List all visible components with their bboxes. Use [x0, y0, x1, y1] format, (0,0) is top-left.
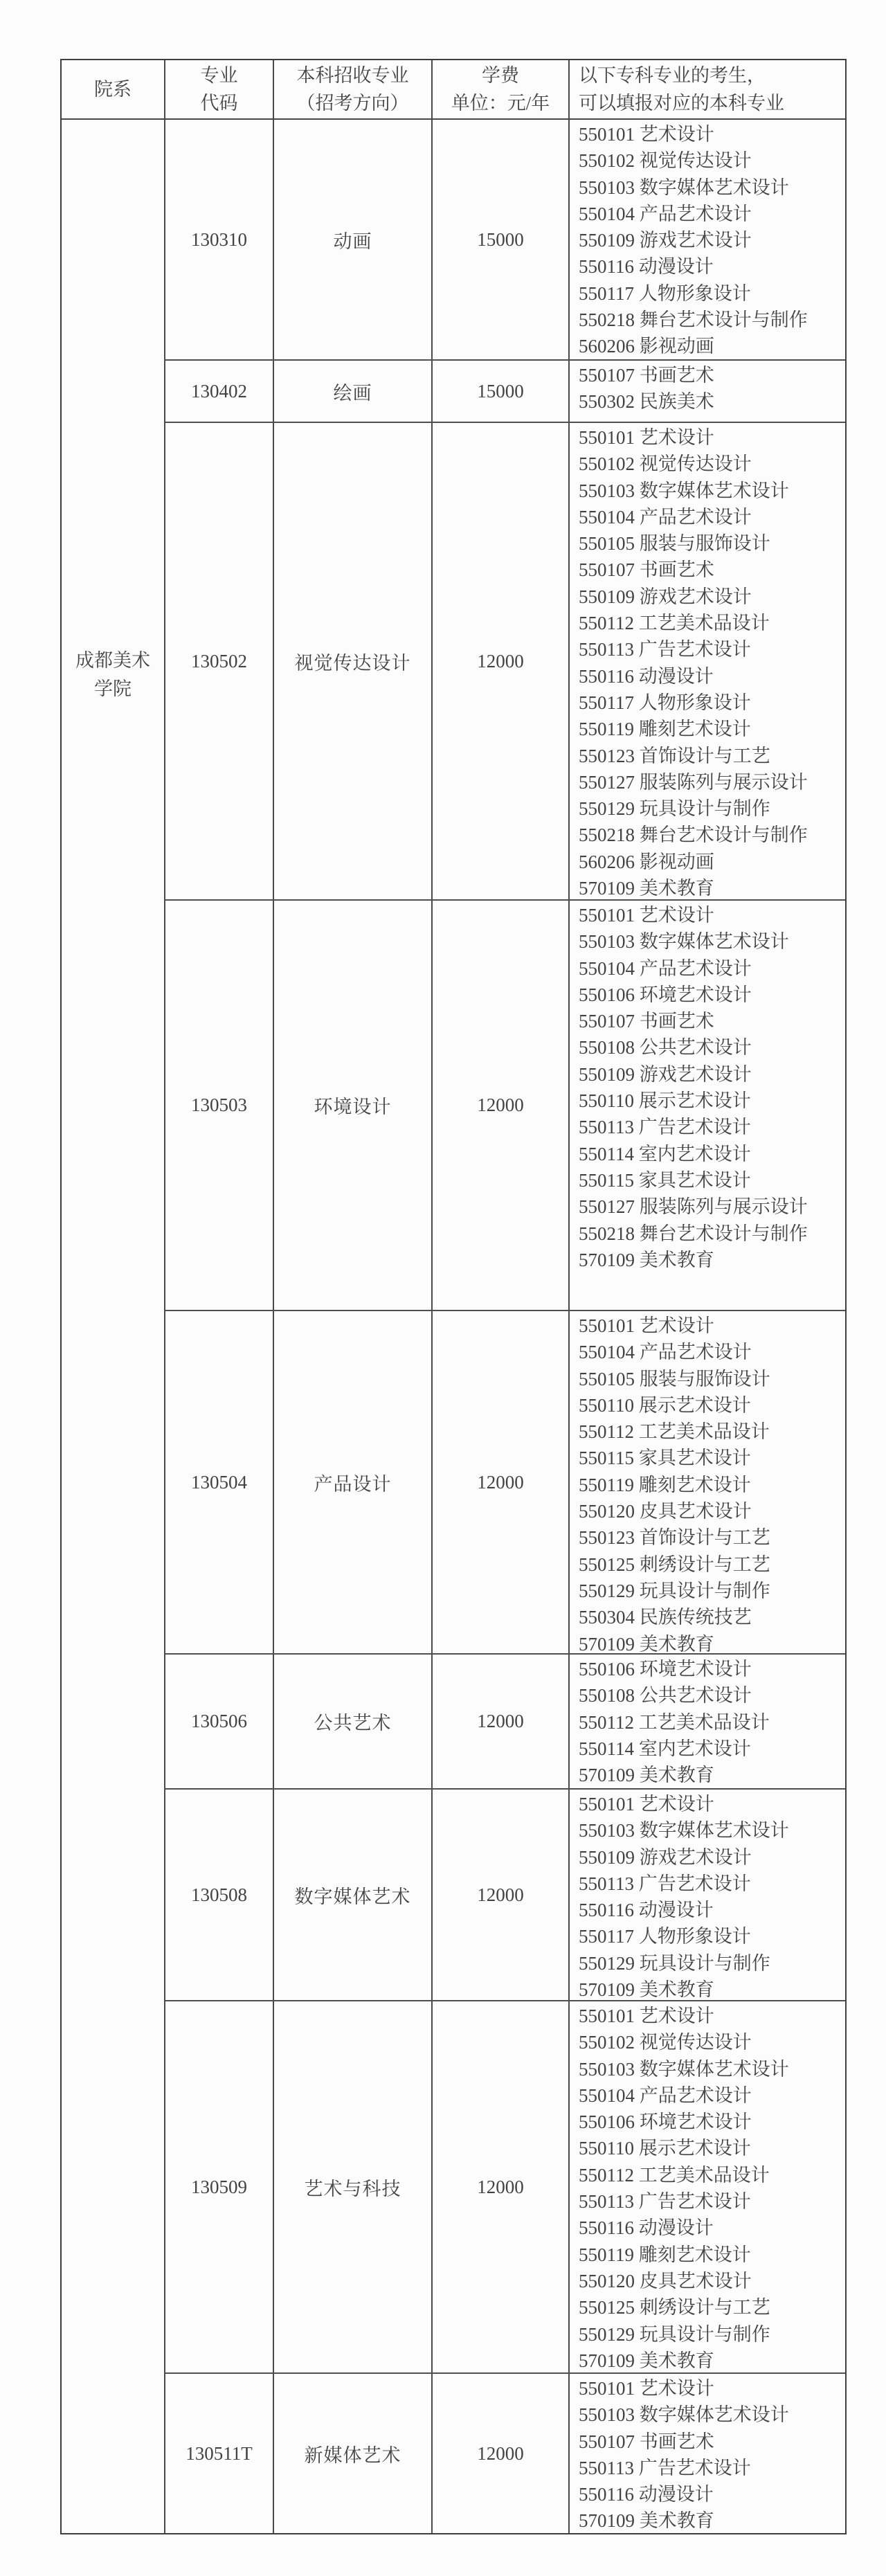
vocational-major-item: 550119 雕刻艺术设计	[579, 719, 751, 740]
table-row	[165, 120, 845, 361]
major-name: 绘画	[274, 361, 433, 422]
vocational-major-item: 550117 人物形象设计	[579, 1926, 751, 1947]
vocational-major-item: 550107 书画艺术	[579, 559, 714, 581]
department-name-line2: 学院	[94, 678, 132, 699]
vocational-major-item: 550119 雕刻艺术设计	[579, 1474, 751, 1495]
vocational-major-item: 550218 舞台艺术设计与制作	[579, 1223, 808, 1244]
vocational-major-item: 550101 艺术设计	[579, 1315, 714, 1336]
vocational-major-item: 550104 产品艺术设计	[579, 203, 752, 224]
vocational-major-item: 550113 广告艺术设计	[579, 1873, 751, 1894]
vocational-major-item: 550113 广告艺术设计	[579, 2191, 751, 2213]
vocational-majors-list	[570, 1790, 845, 2000]
major-code: 130509	[165, 2001, 274, 2372]
table-row	[165, 2374, 845, 2533]
vocational-major-item: 550104 产品艺术设计	[579, 1342, 752, 1363]
table-row	[165, 361, 845, 423]
vocational-major-item: 550123 首饰设计与工艺	[579, 1527, 770, 1549]
major-code: 130511T	[165, 2374, 274, 2533]
vocational-major-item: 550101 艺术设计	[579, 905, 714, 926]
vocational-major-item: 550103 数字媒体艺术设计	[579, 2058, 789, 2080]
vocational-major-item: 550101 艺术设计	[579, 124, 714, 145]
vocational-major-item: 550103 数字媒体艺术设计	[579, 177, 789, 198]
header-undergrad-major	[274, 60, 433, 118]
vocational-major-item: 550120 皮具艺术设计	[579, 2270, 752, 2291]
table-body	[62, 120, 845, 2533]
vocational-major-item: 550101 艺术设计	[579, 1794, 714, 1814]
header-major-code-line2: 代码	[200, 93, 238, 114]
vocational-major-item: 570109 美术教育	[579, 1765, 714, 1786]
vocational-major-item: 570109 美术教育	[579, 1633, 714, 1655]
header-undergrad-major-line1: 本科招收专业	[296, 65, 409, 86]
major-code: 130506	[165, 1655, 274, 1788]
vocational-major-item: 550102 视觉传达设计	[579, 453, 752, 475]
tuition-value: 12000	[433, 1655, 570, 1788]
table-row	[165, 1311, 845, 1655]
vocational-majors-list	[570, 1655, 845, 1788]
vocational-major-item: 550218 舞台艺术设计与制作	[579, 825, 808, 846]
header-major-code	[165, 60, 274, 118]
vocational-major-item: 550112 工艺美术品设计	[579, 1711, 770, 1733]
table-row	[165, 423, 845, 901]
header-vocational-majors-line1: 以下专科专业的考生，	[579, 65, 766, 86]
vocational-major-item: 550113 广告艺术设计	[579, 2457, 751, 2478]
vocational-major-item: 550110 展示艺术设计	[579, 1394, 751, 1416]
department-cell	[62, 120, 165, 2533]
vocational-majors-list	[570, 2374, 845, 2533]
header-tuition	[433, 60, 570, 118]
vocational-major-item: 550117 人物形象设计	[579, 692, 751, 713]
major-name: 动画	[274, 120, 433, 359]
table-body-rows	[165, 120, 845, 2533]
vocational-major-item: 550101 艺术设计	[579, 2006, 714, 2026]
header-department-label: 院系	[94, 79, 132, 100]
vocational-major-item: 570109 美术教育	[579, 2350, 714, 2371]
major-code: 130504	[165, 1311, 274, 1653]
vocational-major-item: 570109 美术教育	[579, 2510, 714, 2532]
vocational-major-item: 550101 艺术设计	[579, 427, 714, 448]
vocational-major-item: 550125 刺绣设计与工艺	[579, 2297, 770, 2318]
vocational-major-item: 550103 数字媒体艺术设计	[579, 2404, 789, 2426]
major-code: 130402	[165, 361, 274, 422]
vocational-major-item: 550129 玩具设计与制作	[579, 2323, 770, 2345]
vocational-major-item: 550110 展示艺术设计	[579, 2138, 751, 2159]
vocational-major-item: 550112 工艺美术品设计	[579, 2164, 770, 2186]
major-code: 130508	[165, 1790, 274, 2000]
vocational-major-item: 550107 书画艺术	[579, 1011, 714, 1032]
tuition-value: 15000	[433, 361, 570, 422]
vocational-major-item: 550116 动漫设计	[579, 1900, 714, 1921]
vocational-major-item: 550127 服装陈列与展示设计	[579, 771, 808, 793]
vocational-major-item: 550119 雕刻艺术设计	[579, 2244, 751, 2265]
vocational-major-item: 550129 玩具设计与制作	[579, 798, 770, 820]
tuition-value: 12000	[433, 2374, 570, 2533]
vocational-major-item: 550302 民族美术	[579, 391, 714, 413]
vocational-major-item: 560206 影视动画	[579, 336, 714, 357]
vocational-majors-list	[570, 361, 845, 422]
vocational-major-item: 550109 游戏艺术设计	[579, 1063, 752, 1085]
vocational-major-item: 550125 刺绣设计与工艺	[579, 1553, 770, 1575]
major-name: 公共艺术	[274, 1655, 433, 1788]
vocational-major-item: 550127 服装陈列与展示设计	[579, 1196, 808, 1218]
admissions-table	[60, 59, 847, 2534]
table-row	[165, 1790, 845, 2001]
table-row	[165, 2001, 845, 2374]
major-code: 130310	[165, 120, 274, 359]
vocational-major-item: 550123 首饰设计与工艺	[579, 745, 770, 766]
header-undergrad-major-line2: （招考方向）	[296, 93, 409, 114]
vocational-major-item: 550115 家具艺术设计	[579, 1448, 751, 1469]
vocational-major-item: 550218 舞台艺术设计与制作	[579, 309, 808, 331]
vocational-major-item: 570109 美术教育	[579, 1249, 714, 1270]
table-row	[165, 901, 845, 1311]
vocational-major-item: 550112 工艺美术品设计	[579, 613, 770, 634]
vocational-major-item: 550129 玩具设计与制作	[579, 1952, 770, 1974]
vocational-major-item: 550105 服装与服饰设计	[579, 533, 770, 555]
vocational-major-item: 550114 室内艺术设计	[579, 1738, 751, 1759]
vocational-major-item: 550129 玩具设计与制作	[579, 1580, 770, 1601]
header-vocational-majors	[570, 60, 845, 118]
vocational-major-item: 550104 产品艺术设计	[579, 506, 752, 528]
tuition-value: 12000	[433, 423, 570, 899]
vocational-major-item: 550106 环境艺术设计	[579, 1659, 752, 1679]
header-vocational-majors-line2: 可以填报对应的本科专业	[579, 93, 784, 114]
major-name: 视觉传达设计	[274, 423, 433, 899]
vocational-major-item: 550101 艺术设计	[579, 2378, 714, 2399]
major-name: 环境设计	[274, 901, 433, 1310]
major-name: 艺术与科技	[274, 2001, 433, 2372]
major-name: 数字媒体艺术	[274, 1790, 433, 2000]
vocational-major-item: 550108 公共艺术设计	[579, 1685, 752, 1706]
vocational-major-item: 550105 服装与服饰设计	[579, 1368, 770, 1389]
vocational-majors-list	[570, 2001, 845, 2372]
vocational-major-item: 550112 工艺美术品设计	[579, 1421, 770, 1443]
vocational-major-item: 550110 展示艺术设计	[579, 1090, 751, 1112]
vocational-major-item: 550109 游戏艺术设计	[579, 586, 752, 607]
major-name: 产品设计	[274, 1311, 433, 1653]
vocational-major-item: 550115 家具艺术设计	[579, 1169, 751, 1191]
vocational-majors-list	[570, 901, 845, 1310]
vocational-major-item: 550108 公共艺术设计	[579, 1037, 752, 1059]
vocational-major-item: 570109 美术教育	[579, 878, 714, 899]
vocational-major-item: 550113 广告艺术设计	[579, 639, 751, 660]
header-major-code-line1: 专业	[200, 65, 238, 86]
vocational-majors-list	[570, 120, 845, 359]
vocational-major-item: 550107 书画艺术	[579, 2431, 714, 2452]
tuition-value: 12000	[433, 1311, 570, 1653]
vocational-major-item: 550116 动漫设计	[579, 2484, 714, 2505]
header-tuition-line1: 学费	[482, 65, 519, 86]
tuition-value: 12000	[433, 1790, 570, 2000]
vocational-major-item: 550116 动漫设计	[579, 2217, 714, 2239]
major-name: 新媒体艺术	[274, 2374, 433, 2533]
vocational-majors-list	[570, 1311, 845, 1653]
department-name-line1: 成都美术	[75, 650, 150, 671]
vocational-major-item: 550120 皮具艺术设计	[579, 1501, 752, 1522]
vocational-major-item: 550116 动漫设计	[579, 665, 714, 687]
vocational-major-item: 550102 视觉传达设计	[579, 2032, 752, 2053]
tuition-value: 12000	[433, 901, 570, 1310]
vocational-major-item: 550102 视觉传达设计	[579, 150, 752, 172]
department-name	[62, 647, 164, 703]
vocational-major-item: 550103 数字媒体艺术设计	[579, 1820, 789, 1841]
vocational-major-item: 550104 产品艺术设计	[579, 957, 752, 979]
table-row	[165, 1655, 845, 1790]
vocational-major-item: 550304 民族传统技艺	[579, 1607, 752, 1628]
vocational-major-item: 550104 产品艺术设计	[579, 2084, 752, 2106]
vocational-major-item: 550117 人物形象设计	[579, 282, 751, 304]
vocational-major-item: 550113 广告艺术设计	[579, 1117, 751, 1138]
major-code: 130503	[165, 901, 274, 1310]
vocational-major-item: 550109 游戏艺术设计	[579, 1846, 752, 1868]
tuition-value: 15000	[433, 120, 570, 359]
vocational-major-item: 550109 游戏艺术设计	[579, 230, 752, 251]
vocational-major-item: 550106 环境艺术设计	[579, 2111, 752, 2133]
tuition-value: 12000	[433, 2001, 570, 2372]
vocational-major-item: 550116 动漫设计	[579, 256, 714, 278]
table-header-row	[62, 60, 845, 120]
vocational-major-item: 550103 数字媒体艺术设计	[579, 480, 789, 501]
vocational-major-item: 550103 数字媒体艺术设计	[579, 931, 789, 953]
vocational-majors-list	[570, 423, 845, 899]
vocational-major-item: 560206 影视动画	[579, 851, 714, 872]
vocational-major-item: 550107 书画艺术	[579, 365, 714, 386]
header-department	[62, 60, 165, 118]
vocational-major-item: 550106 环境艺术设计	[579, 984, 752, 1005]
header-tuition-line2: 单位：元/年	[451, 93, 550, 114]
major-code: 130502	[165, 423, 274, 899]
vocational-major-item: 570109 美术教育	[579, 1979, 714, 2001]
vocational-major-item: 550114 室内艺术设计	[579, 1143, 751, 1164]
